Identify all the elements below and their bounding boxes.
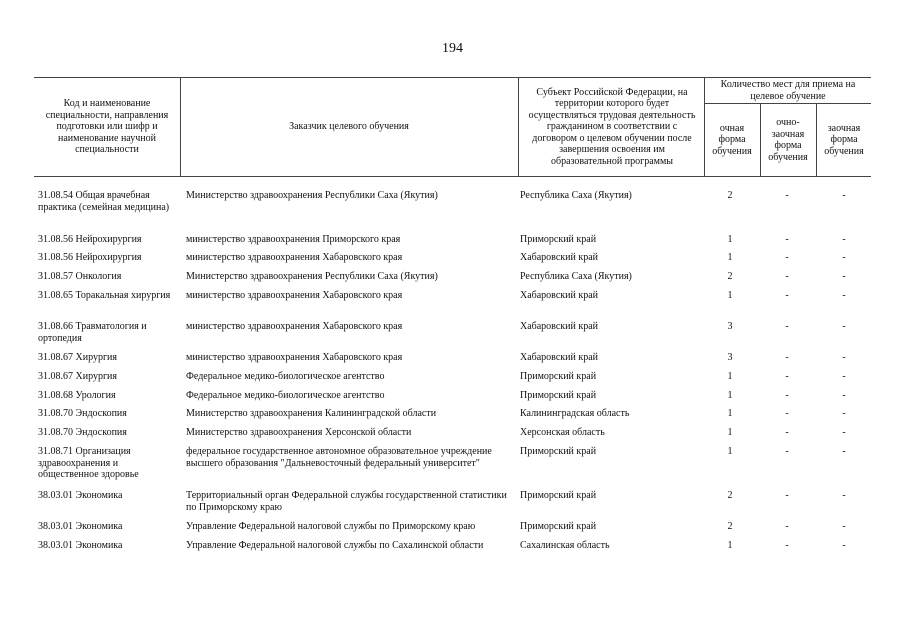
cell-code: 38.03.01 Экономика [38,521,123,532]
cell-code: 31.08.65 Торакальная хирургия [38,290,171,301]
cell-full-time: 1 [727,446,733,457]
cell-code: 38.03.01 Экономика [38,540,123,551]
cell-subject: Херсонская область [520,427,605,438]
cell-correspondence: - [842,390,846,401]
cell-subject: Республика Саха (Якутия) [520,271,632,282]
cell-part-time: - [785,234,789,245]
cell-correspondence: - [842,252,846,263]
cell-full-time: 1 [727,408,733,419]
cell-part-time: - [785,408,789,419]
cell-customer: Территориальный орган Федеральной службы государственной статистики по Приморскому краю [186,490,507,513]
cell-full-time: 2 [727,490,733,501]
cell-full-time: 1 [727,234,733,245]
header-divider-1 [180,77,181,176]
cell-customer: Министерство здравоохранения Калининградской области [186,408,437,419]
cell-code: 31.08.70 Эндоскопия [38,427,127,438]
cell-subject: Приморский край [520,446,597,457]
cell-correspondence: - [842,521,846,532]
cell-subject: Приморский край [520,234,597,245]
cell-customer: Федеральное медико-биологическое агентство [186,371,385,382]
cell-subject: Хабаровский край [520,321,598,332]
cell-customer: министерство здравоохранения Приморского края [186,234,401,245]
cell-full-time: 3 [727,352,733,363]
cell-full-time: 1 [727,427,733,438]
header-code: Код и наименование специальности, направления подготовки или шифр и наименование научной специальности [45,98,169,156]
cell-correspondence: - [842,290,846,301]
cell-part-time: - [785,371,789,382]
cell-correspondence: - [842,190,846,201]
cell-part-time: - [785,271,789,282]
cell-subject: Приморский край [520,371,597,382]
cell-part-time: - [785,190,789,201]
cell-correspondence: - [842,446,846,457]
cell-correspondence: - [842,427,846,438]
cell-customer: министерство здравоохранения Хабаровского края [186,321,403,332]
cell-customer: министерство здравоохранения Хабаровского края [186,290,403,301]
header-subject: Субъект Российской Федерации, на территории которого будет осуществляться трудовая деятельность гражданином в соответствии с договором о целевом обучении после завершения освоения им образовательной программы [528,86,696,167]
cell-correspondence: - [842,234,846,245]
cell-full-time: 1 [727,390,733,401]
cell-code: 31.08.56 Нейрохирургия [38,234,142,245]
cell-subject: Хабаровский край [520,252,598,263]
cell-subject: Приморский край [520,521,597,532]
header-divider-3 [704,77,705,176]
cell-correspondence: - [842,371,846,382]
header-divider-2 [518,77,519,176]
cell-correspondence: - [842,352,846,363]
header-divider-4 [760,103,761,176]
cell-correspondence: - [842,321,846,332]
cell-part-time: - [785,352,789,363]
header-part-time: очно-заочная форма обучения [768,117,808,163]
cell-code: 31.08.66 Травматология и ортопедия [38,321,147,344]
cell-full-time: 1 [727,540,733,551]
cell-code: 31.08.56 Нейрохирургия [38,252,142,263]
header-divider-5 [816,103,817,176]
cell-part-time: - [785,290,789,301]
cell-part-time: - [785,540,789,551]
cell-full-time: 2 [727,271,733,282]
header-places: Количество мест для приема на целевое обучение [720,79,856,102]
cell-code: 38.03.01 Экономика [38,490,123,501]
header-full-time: очная форма обучения [712,122,752,157]
cell-full-time: 3 [727,321,733,332]
header-correspondence: заочная форма обучения [824,122,864,157]
cell-correspondence: - [842,408,846,419]
cell-subject: Республика Саха (Якутия) [520,190,632,201]
cell-part-time: - [785,446,789,457]
cell-full-time: 2 [727,190,733,201]
cell-correspondence: - [842,490,846,501]
cell-code: 31.08.68 Урология [38,390,116,401]
cell-subject: Приморский край [520,390,597,401]
cell-part-time: - [785,321,789,332]
cell-customer: Министерство здравоохранения Херсонской области [186,427,412,438]
cell-customer: Управление Федеральной налоговой службы по Сахалинской области [186,540,484,551]
cell-part-time: - [785,252,789,263]
header-sub-rule [704,103,871,104]
cell-code: 31.08.71 Организация здравоохранения и общественное здоровье [38,446,139,480]
cell-customer: Федеральное медико-биологическое агентство [186,390,385,401]
cell-customer: Министерство здравоохранения Республики Саха (Якутия) [186,190,438,201]
cell-full-time: 2 [727,521,733,532]
cell-customer: Управление Федеральной налоговой службы по Приморскому краю [186,521,476,532]
page-number: 194 [442,41,463,56]
cell-subject: Сахалинская область [520,540,610,551]
cell-code: 31.08.67 Хирургия [38,352,117,363]
cell-customer: Министерство здравоохранения Республики Саха (Якутия) [186,271,438,282]
cell-subject: Калининградская область [520,408,630,419]
cell-customer: министерство здравоохранения Хабаровского края [186,252,403,263]
header-bottom-rule [34,176,871,177]
cell-customer: министерство здравоохранения Хабаровского края [186,352,403,363]
cell-correspondence: - [842,271,846,282]
cell-subject: Хабаровский край [520,290,598,301]
cell-subject: Хабаровский край [520,352,598,363]
header-customer: Заказчик целевого обучения [289,121,409,133]
cell-code: 31.08.67 Хирургия [38,371,117,382]
cell-code: 31.08.54 Общая врачебная практика (семейная медицина) [38,190,170,213]
cell-customer: федеральное государственное автономное образовательное учреждение высшего образования "Дальневосточный федеральный университет" [186,446,492,469]
cell-part-time: - [785,390,789,401]
cell-full-time: 1 [727,290,733,301]
cell-correspondence: - [842,540,846,551]
cell-subject: Приморский край [520,490,597,501]
cell-code: 31.08.70 Эндоскопия [38,408,127,419]
cell-full-time: 1 [727,252,733,263]
cell-part-time: - [785,521,789,532]
cell-part-time: - [785,427,789,438]
cell-code: 31.08.57 Онкология [38,271,122,282]
cell-full-time: 1 [727,371,733,382]
cell-part-time: - [785,490,789,501]
